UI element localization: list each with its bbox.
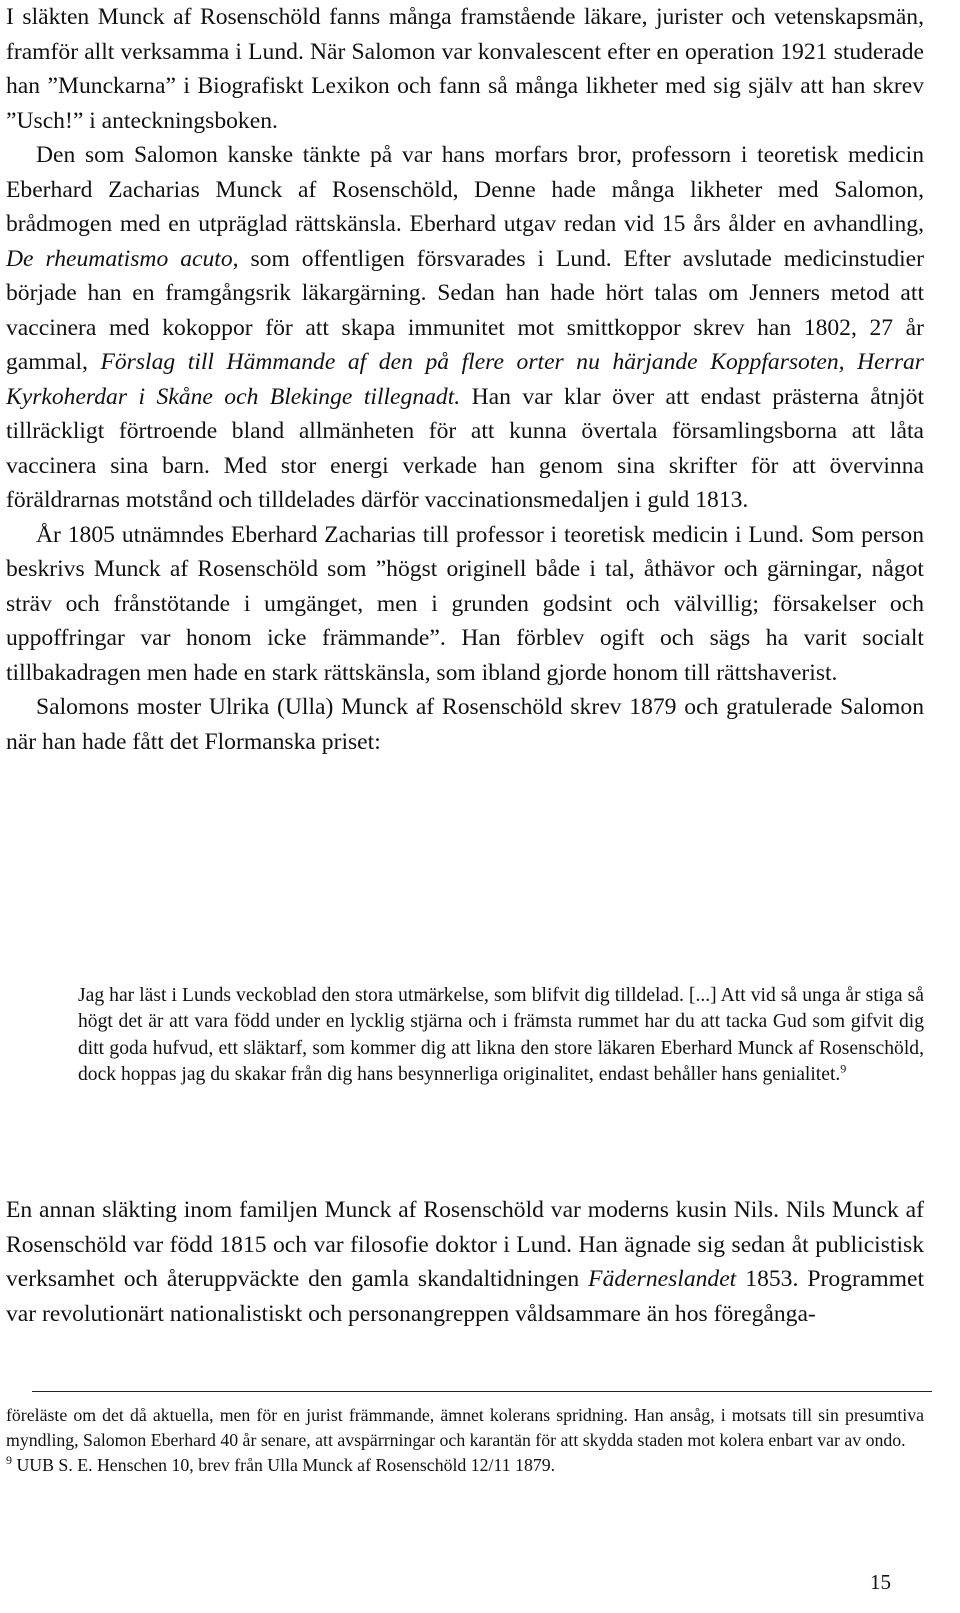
footnote-continued: föreläste om det då aktuella, men för en jurist främmande, ämnet kolerans spridning. Han ansåg, i motsats till sin presumtiva myndling, Salomon Eberhard 40 år senare, att avspärrningar och karantän för att skydda staden mot kolera enbart var av ondo.: [6, 1405, 924, 1450]
paragraph-5: [6, 1193, 924, 1331]
footnote-divider: [32, 1391, 932, 1392]
dissertation-title: De rheumatismo acuto: [6, 245, 233, 272]
footnote-reference: 9: [840, 1061, 847, 1076]
page-number: 15: [870, 1570, 891, 1594]
footnotes: [6, 1403, 924, 1478]
paragraph-3: År 1805 utnämndes Eberhard Zacharias till professor i teoretisk medicin i Lund. Som person beskrivs Munck af Rosenschöld som ”högst originell både i tal, åthävor och gärningar, något sträv och frånstötande i umgänget, men i grunden godsint och välvillig; försakelser och uppoffringar var honom icke främmande”. Han förblev ogift och sägs ha varit socialt tillbakadragen men hade en stark rättskänsla, som ibland gjorde honom till rättshaverist.: [6, 521, 924, 686]
footnote-9-number: 9: [6, 1453, 12, 1468]
footnote-9: [6, 1453, 924, 1478]
paragraph-5-part-a: En annan släkting inom familjen Munck af Rosenschöld var moderns kusin Nils. Nils Munck af Rosenschöld var född 1815 och var filosofie doktor i Lund. Han ägnade sig sedan åt publicistisk verksamhet och återuppväckte den gamla skandaltidningen: [6, 1197, 924, 1292]
footnote-9-text: UUB S. E. Henschen 10, brev från Ulla Munck af Rosenschöld 12/11 1879.: [12, 1455, 556, 1475]
publication-title: Förslag till Hämmande af den på flere orter nu härjande Koppfarsoten, Herrar Kyrkoherdar i Skåne och Blekinge tillegnadt.: [6, 349, 924, 410]
main-text: [6, 0, 924, 759]
paragraph-5-part-b: 1853. Programmet var revolutionärt nationalistiskt och personangreppen våldsammare än hos föregånga-: [6, 1266, 925, 1327]
paragraph-1: I släkten Munck af Rosenschöld fanns många framstående läkare, jurister och vetenskapsmän, framför allt verksamma i Lund. När Salomon var konvalescent efter en operation 1921 studerade han ”Munckarna” i Biografiskt Lexikon och fann så många likheter med sig själv att han skrev ”Usch!” i anteckningsboken.: [6, 4, 924, 134]
block-quote: [78, 983, 924, 1088]
paragraph-2: [6, 138, 924, 518]
text-after-quote: [6, 1193, 924, 1331]
paragraph-4: Salomons moster Ulrika (Ulla) Munck af Rosenschöld skrev 1879 och gratulerade Salomon när han hade fått det Flormanska priset:: [6, 694, 924, 755]
paragraph-2-part-b: , som offentligen försvarades i Lund. Efter avslutade medicinstudier började han en framgångsrik läkargärning. Sedan han hade hört talas om Jenners metod att vaccinera med kokoppor för att skapa immunitet mot smittkoppor skrev han 1802, 27 år gammal,: [6, 245, 925, 375]
paragraph-2-part-a: Den som Salomon kanske tänkte på var hans morfars bror, professorn i teoretisk medicin Eberhard Zacharias Munck af Rosenschöld, Denne hade många likheter med Salomon, brådmogen med en utpräglad rättskänsla. Eberhard utgav redan vid 15 års ålder en avhandling,: [6, 142, 924, 237]
quote-paragraph: [78, 983, 924, 1088]
newspaper-title: Fäderneslandet: [588, 1266, 737, 1292]
quote-text: Jag har läst i Lunds veckoblad den stora utmärkelse, som blifvit dig tilldelad. [...] Att vid så unga år stiga så högt det är att vara född under en lycklig stjärna och i främsta rummet har du att tacka Gud som gifvit dig ditt goda hufvud, ett släktarf, som kommer dig att likna den store läkaren Eberhard Munck af Rosenschöld, dock hoppas jag du skakar från dig hans besynnerliga originalitet, endast behåller hans genialitet.: [78, 985, 924, 1085]
paragraph-2-part-c: Han var klar över att endast prästerna åtnjöt tillräckligt förtroende bland allmänheten för att kunna övertala församlingsborna att låta vaccinera sina barn. Med stor energi verkade han genom sina skrifter för att övervinna föräldrarnas motstånd och tilldelades därför vaccinationsmedaljen i guld 1813.: [6, 383, 924, 513]
